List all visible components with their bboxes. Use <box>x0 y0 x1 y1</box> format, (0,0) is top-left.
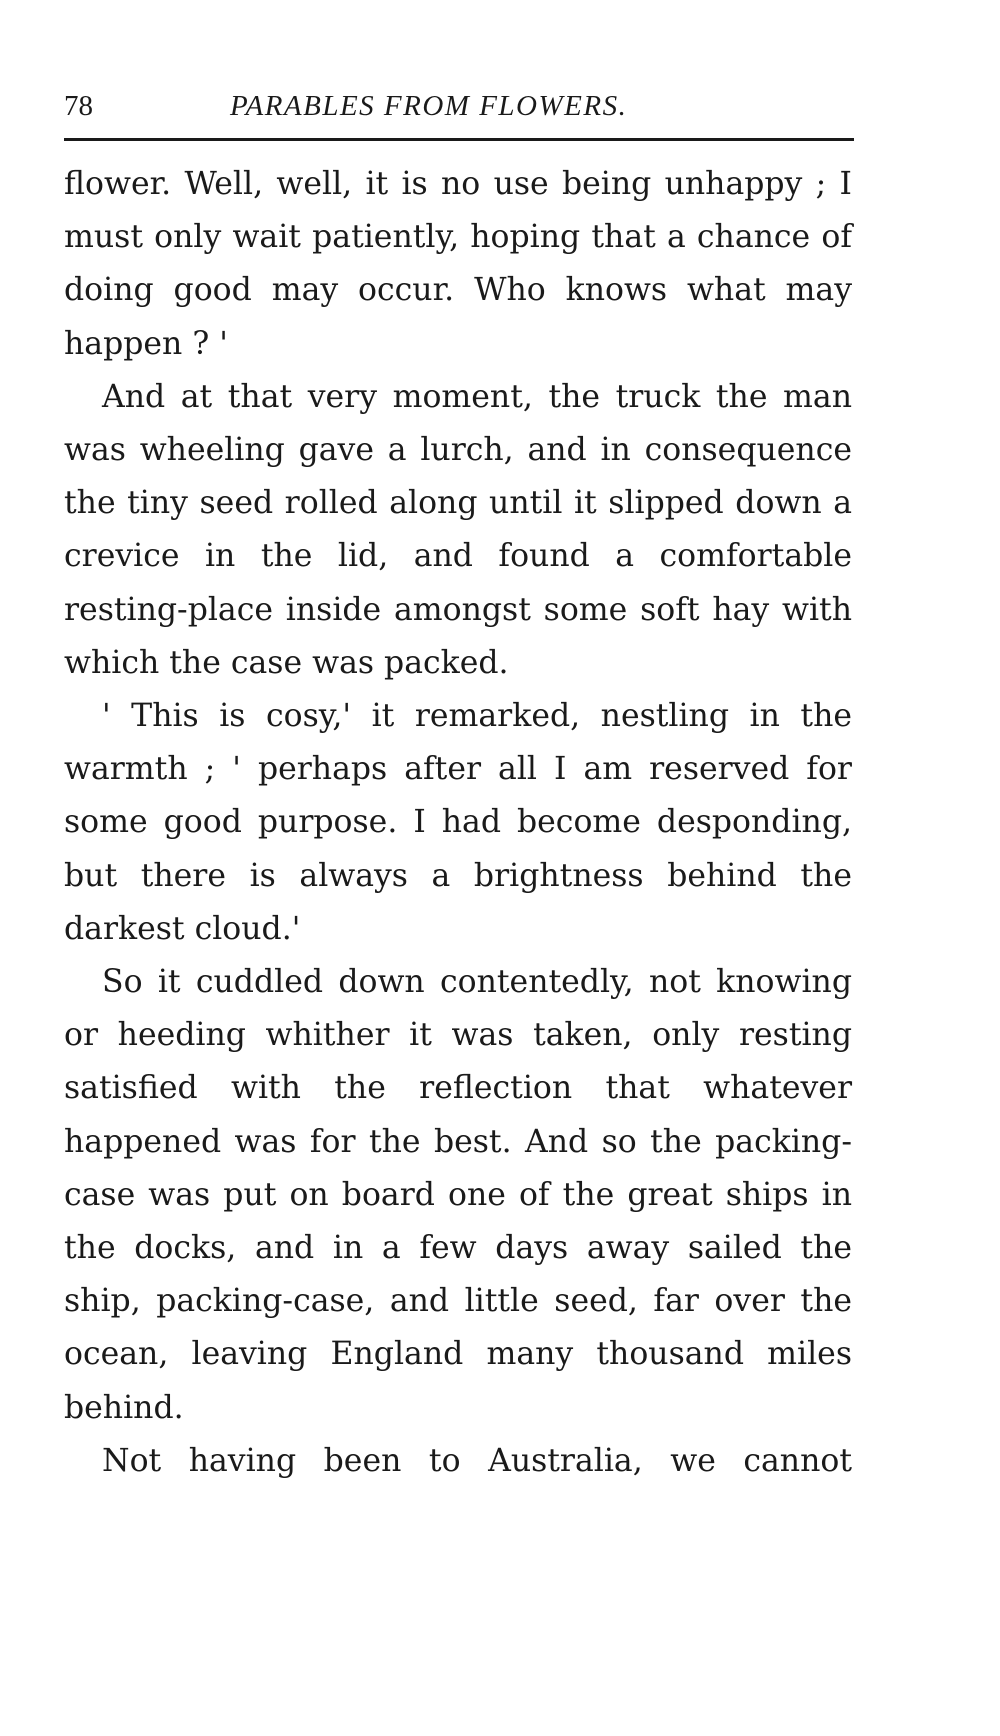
paragraph-this-is-cosy: ' This is cosy,' it remarked, nestling in the warmth ; ' perhaps after all I am reserved for some good purpose. I had become desponding, but there is always a brightness behind the darkest cloud.' <box>64 698 852 947</box>
page-header <box>64 88 854 132</box>
paragraph-cuddled-down: So it cuddled down contentedly, not knowing or heeding whither it was taken, only resting satisfied with the reflection that whatever happened was for the best. And so the packing-case was put on board one of the great ships in the docks, and in a few days away sailed the ship, packing-case, and little seed, far over the ocean, leaving England many thousand miles behind. <box>64 964 852 1426</box>
paragraph-truck-lurch: And at that very moment, the truck the man was wheeling gave a lurch, and in consequence the tiny seed rolled along until it slipped down a crevice in the lid, and found a comfortable resting-place inside amongst some soft hay with which the case was packed. <box>64 378 852 681</box>
header-rule <box>64 138 854 141</box>
paragraph-australia: Not having been to Australia, we cannot <box>102 1442 852 1479</box>
body-text <box>64 158 852 1488</box>
running-title: PARABLES FROM FLOWERS. <box>230 90 628 122</box>
paragraph-continuation: flower. Well, well, it is no use being unhappy ; I must only wait patiently, hoping that a chance of doing good may occur. Who knows what may happen ? ' <box>64 166 852 362</box>
page-number: 78 <box>64 90 93 122</box>
